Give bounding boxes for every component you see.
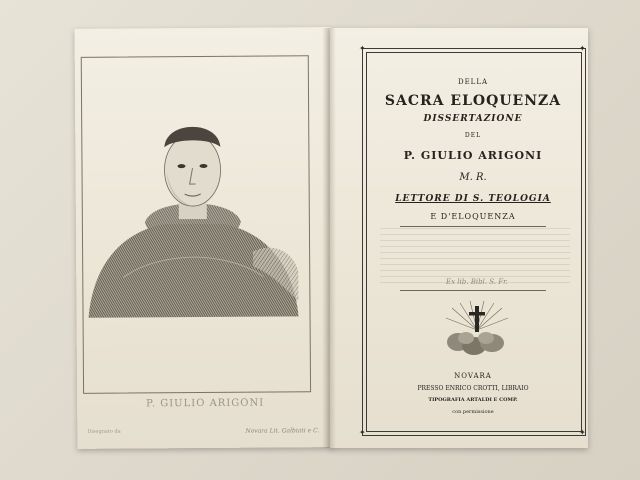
title-della: DELLA [457, 78, 489, 86]
title-del: DEL [464, 132, 482, 139]
imprint-city: NOVARA [454, 372, 492, 380]
corner-ornament-icon: ✦ [579, 44, 586, 53]
handwritten-note: Ex lib. Bibl. S. Fr. [446, 278, 508, 286]
author-role: LETTORE DI S. TEOLOGIA [395, 194, 551, 204]
imprint-publisher: PRESSO ENRICO CROTTI, LIBRAIO [417, 385, 529, 392]
book-title: SACRA ELOQUENZA [384, 93, 562, 109]
portrait-frame [81, 55, 311, 394]
portrait-caption: P. GIULIO ARIGONI [146, 397, 265, 410]
corner-ornament-icon: ✦ [359, 428, 366, 437]
author-role-2: E D'ELOQUENZA [430, 212, 516, 221]
imprint-printer: TIPOGRAFIA ARTALDI E COMP. [428, 397, 518, 403]
right-page-title [330, 28, 588, 448]
left-page-frontispiece [75, 27, 334, 449]
book-gutter [322, 28, 336, 448]
lithographer-credit: Novara Lit. Galbiati e C. [245, 427, 320, 435]
order-abbrev: M. R. [459, 172, 487, 183]
engraver-credit: Disegnato da [87, 428, 121, 435]
corner-ornament-icon: ✦ [359, 44, 366, 53]
divider [400, 290, 546, 291]
cross-emblem-icon [442, 300, 512, 358]
portrait-engraving [82, 101, 304, 323]
imprint-permission: con permissione [452, 409, 494, 415]
corner-ornament-icon: ✦ [579, 428, 586, 437]
divider [400, 226, 546, 227]
book-subtitle: DISSERTAZIONE [423, 114, 523, 124]
author-name: P. GIULIO ARIGONI [403, 149, 543, 162]
